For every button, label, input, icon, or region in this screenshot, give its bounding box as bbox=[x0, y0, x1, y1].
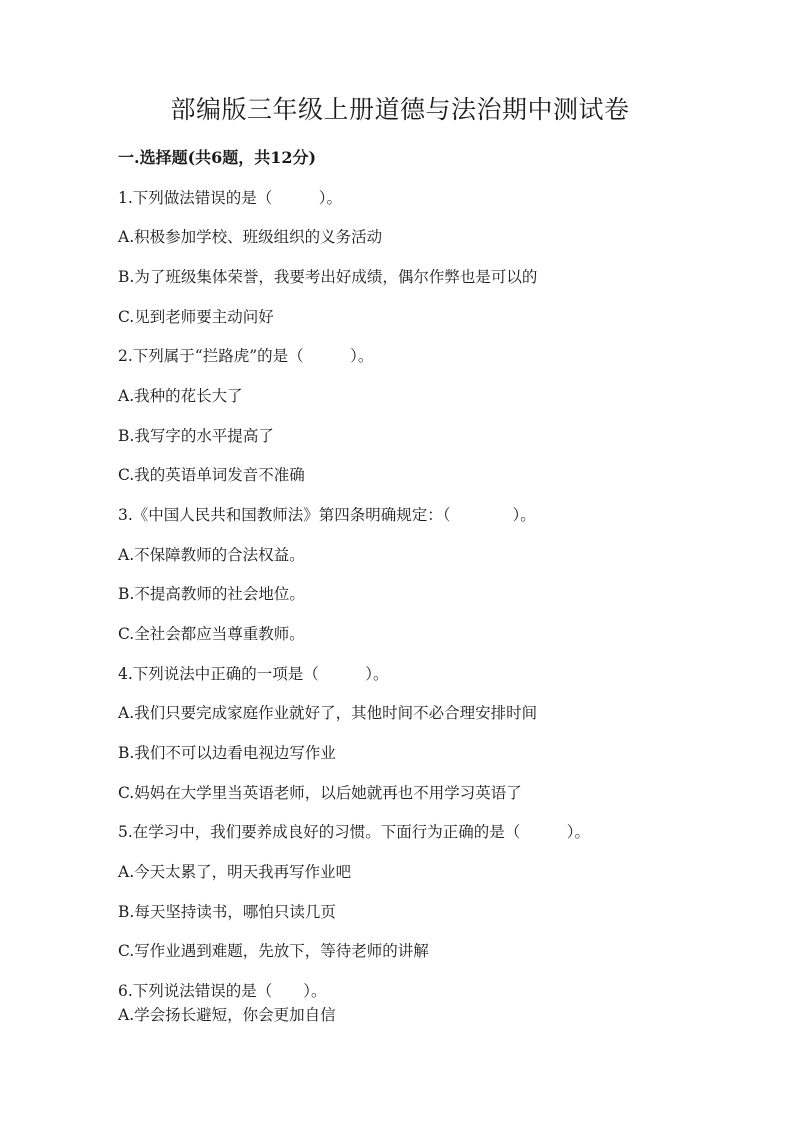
question-5-option-a: A.今天太累了，明天我再写作业吧 bbox=[118, 863, 352, 881]
question-2-option-a: A.我种的花长大了 bbox=[118, 387, 243, 405]
page-title: 部编版三年级上册道德与法治期中测试卷 bbox=[170, 95, 630, 124]
question-4-option-a: A.我们只要完成家庭作业就好了，其他时间不必合理安排时间 bbox=[118, 704, 538, 722]
question-5-option-b: B.每天坚持读书，哪怕只读几页 bbox=[118, 903, 336, 921]
question-1-option-c: C.见到老师要主动问好 bbox=[118, 308, 274, 326]
question-2-option-c: C.我的英语单词发音不准确 bbox=[118, 466, 305, 484]
question-2-stem: 2.下列属于“拦路虎”的是（ ）。 bbox=[118, 347, 374, 365]
question-5-stem: 5.在学习中，我们要养成良好的习惯。下面行为正确的是（ ）。 bbox=[118, 823, 591, 841]
question-3-option-a: A.不保障教师的合法权益。 bbox=[118, 546, 305, 564]
question-2-option-b: B.我写字的水平提高了 bbox=[118, 427, 274, 445]
question-4-stem: 4.下列说法中正确的一项是（ ）。 bbox=[118, 665, 389, 683]
question-4-option-c: C.妈妈在大学里当英语老师，以后她就再也不用学习英语了 bbox=[118, 784, 522, 802]
question-1-stem: 1.下列做法错误的是（ ）。 bbox=[118, 189, 343, 207]
question-5-option-c: C.写作业遇到难题，先放下，等待老师的讲解 bbox=[118, 942, 429, 960]
question-6-stem: 6.下列说法错误的是（ ）。 bbox=[118, 982, 327, 1000]
question-4-option-b: B.我们不可以边看电视边写作业 bbox=[118, 744, 336, 762]
question-3-option-b: B.不提高教师的社会地位。 bbox=[118, 585, 305, 603]
question-3-option-c: C.全社会都应当尊重教师。 bbox=[118, 625, 305, 643]
question-6-option-a: A.学会扬长避短，你会更加自信 bbox=[118, 1006, 336, 1024]
question-1-option-a: A.积极参加学校、班级组织的义务活动 bbox=[118, 228, 383, 246]
question-1-option-b: B.为了班级集体荣誉，我要考出好成绩，偶尔作弊也是可以的 bbox=[118, 268, 538, 286]
section-heading: 一.选择题(共6题，共12分) bbox=[118, 148, 317, 167]
question-3-stem: 3.《中国人民共和国教师法》第四条明确规定：（ ）。 bbox=[118, 506, 536, 524]
